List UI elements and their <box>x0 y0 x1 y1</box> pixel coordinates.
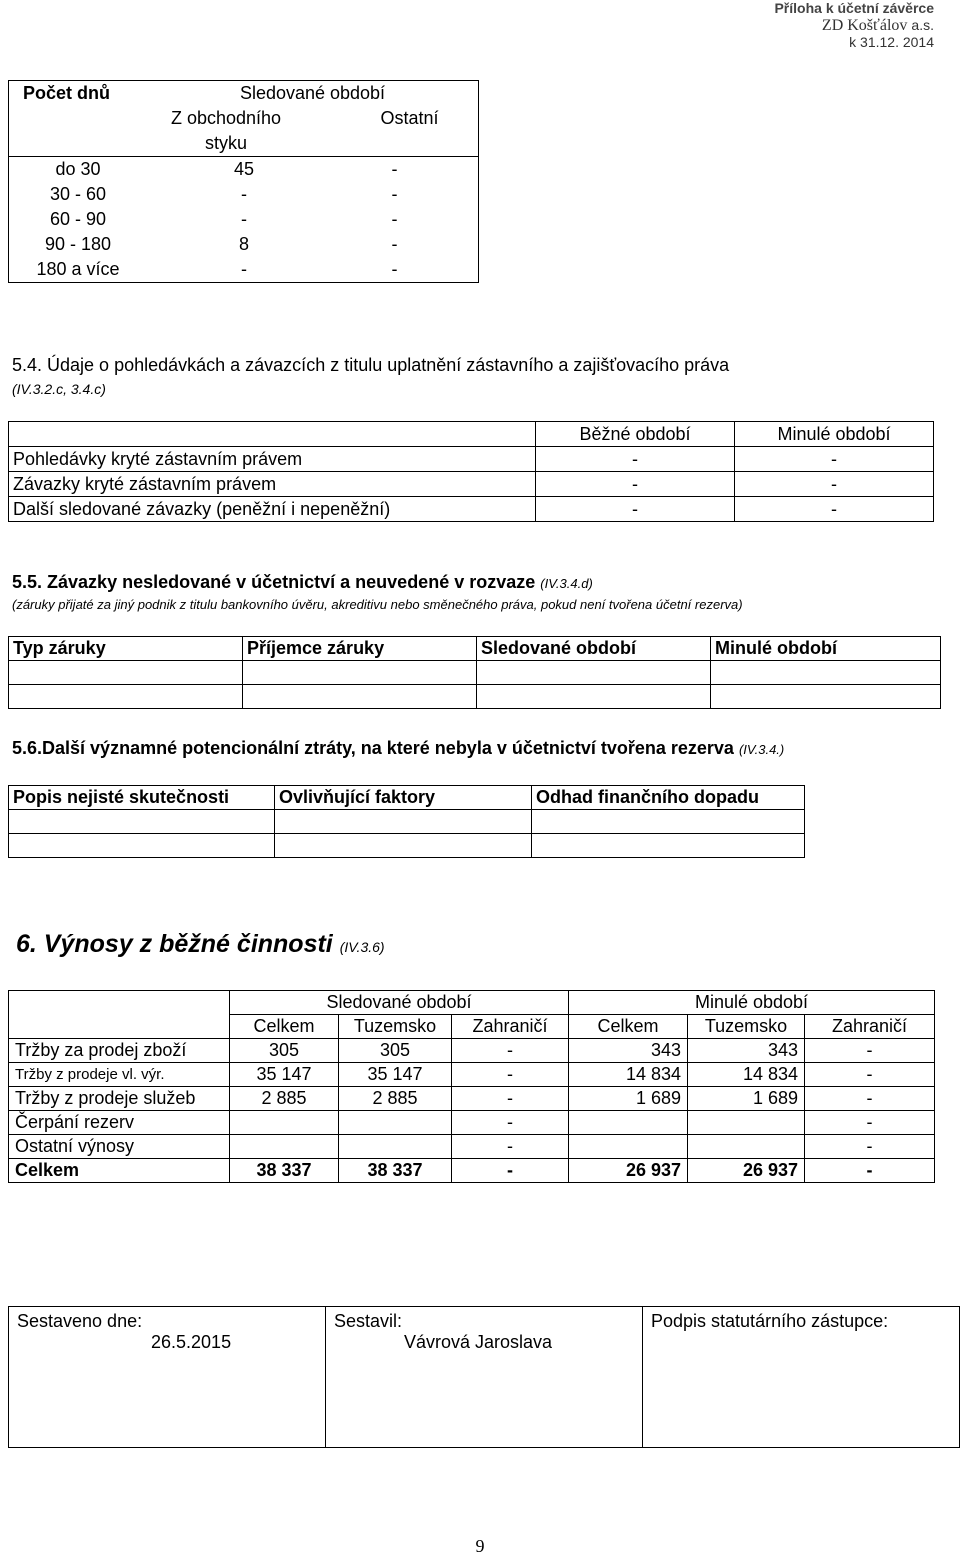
table-row: 90 - 180 8 - <box>44 234 398 254</box>
table-row <box>9 685 941 709</box>
sestavil-label: Sestavil: <box>334 1311 403 1331</box>
col-styku: styku <box>204 133 247 153</box>
col-minule-obdobi: Minulé období <box>569 991 935 1015</box>
col-minule-obdobi: Minulé období <box>711 637 941 661</box>
table-row: Tržby z prodeje vl. výr. 35 147 35 147 - 14 834 14 834 - <box>9 1063 935 1087</box>
sestaveno-cell <box>9 1307 326 1448</box>
table-row: 30 - 60 - - <box>49 184 398 204</box>
table-row-total: Celkem 38 337 38 337 - 26 937 26 937 - <box>9 1159 935 1183</box>
table-row <box>9 834 805 858</box>
table-row: Závazky kryté zástavním právem - - <box>9 472 934 497</box>
pledge-table <box>8 421 934 522</box>
col-ostatni: Ostatní <box>380 108 439 128</box>
potential-losses-table <box>8 785 805 858</box>
section-5-4-title: 5.4. Údaje o pohledávkách a závazcích z titulu uplatnění zástavního a zajišťovacího práva <box>12 355 730 375</box>
col-minule-obdobi: Minulé období <box>735 422 934 447</box>
table-row: 180 a více - - <box>36 259 398 279</box>
col-prijemce-zaruky: Příjemce záruky <box>243 637 477 661</box>
table-row: Tržby z prodeje služeb 2 885 2 885 - 1 689 1 689 - <box>9 1087 935 1111</box>
header-date: k 31.12. 2014 <box>849 34 934 50</box>
guarantees-table <box>8 636 941 709</box>
col-faktory: Ovlivňující faktory <box>275 786 532 810</box>
sestaveno-date: 26.5.2015 <box>151 1332 232 1352</box>
header-company: ZD Košťálov a.s. <box>821 17 934 34</box>
table-row <box>9 810 805 834</box>
section-5-5-note: (záruky přijaté za jiný podnik z titulu bankovního úvěru, akreditivu nebo směnečného práva, pokud není tvořena účetní rezerva) <box>12 597 743 612</box>
col-pocet-dnu: Počet dnů <box>23 83 111 103</box>
table-row: Tržby za prodej zboží 305 305 - 343 343 - <box>9 1039 935 1063</box>
col-popis: Popis nejisté skutečnosti <box>9 786 275 810</box>
document-header <box>774 0 934 51</box>
col-sledovane-obdobi: Sledované období <box>230 991 569 1015</box>
col-bezne-obdobi: Běžné období <box>536 422 735 447</box>
table-row: Čerpání rezerv - - <box>9 1111 935 1135</box>
receivables-aging-table <box>8 80 479 283</box>
sestaveno-label: Sestaveno dne: <box>17 1311 143 1331</box>
table-row: 60 - 90 - - <box>49 209 398 229</box>
table-row: Pohledávky kryté zástavním právem - - <box>9 447 934 472</box>
col-odhad: Odhad finančního dopadu <box>532 786 805 810</box>
table-row: do 30 45 - <box>55 159 398 179</box>
section-5-6-title: 5.6.Další významné potencionální ztráty, na které nebyla v účetnictví tvořena rezerva (IV.3.4.) <box>12 738 785 758</box>
section-6-title: 6. Výnosy z běžné činnosti (IV.3.6) <box>16 930 385 958</box>
table-row <box>9 661 941 685</box>
podpis-cell <box>643 1307 960 1448</box>
header-title: Příloha k účetní závěrce <box>774 0 934 16</box>
revenue-table: Sledované období Minulé období Celkem Tuzemsko Zahraničí Celkem Tuzemsko Zahraničí Tržby za prodej zboží 305 305 - 343 343 - Tržby z prodeje vl. výr. 35 147 35 147 - 14 834 14 834 - Tržby z prodeje služeb 2 885 2 885 - 1 689 1 689 - Čerpání rezerv - - Ostatní výnosy - - Celkem 38 337 38 337 - 26 937 26 937 - <box>8 990 935 1183</box>
table-row: Ostatní výnosy - - <box>9 1135 935 1159</box>
section-5-5-title: 5.5. Závazky nesledované v účetnictví a neuvedené v rozvaze (IV.3.4.d) <box>12 572 593 592</box>
col-sledovane-obdobi: Sledované období <box>477 637 711 661</box>
col-z-obchodniho: Z obchodního <box>170 108 282 128</box>
table-row: Další sledované závazky (peněžní i nepeněžní) - - <box>9 497 934 522</box>
section-5-4-ref: (IV.3.2.c, 3.4.c) <box>12 381 106 397</box>
col-sledovane-obdobi: Sledované období <box>239 83 386 103</box>
podpis-label: Podpis statutárního zástupce: <box>651 1311 889 1331</box>
sestavil-name: Vávrová Jaroslava <box>404 1332 553 1352</box>
sestavil-cell <box>326 1307 643 1448</box>
page-number: 9 <box>475 1536 485 1556</box>
col-typ-zaruky: Typ záruky <box>9 637 243 661</box>
signature-table <box>8 1306 960 1448</box>
